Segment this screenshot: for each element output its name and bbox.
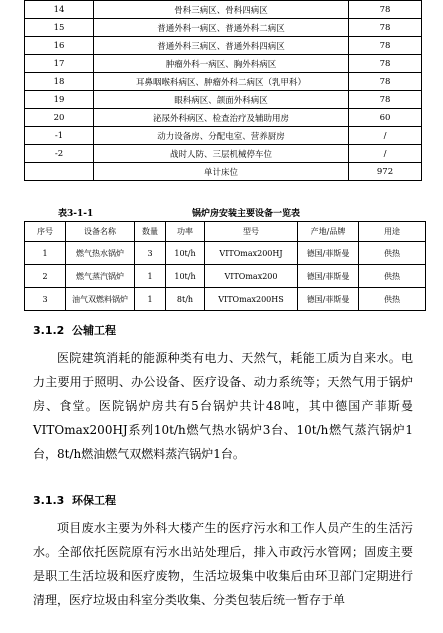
table-number: 表3-1-1 <box>58 209 94 219</box>
table-row <box>25 37 422 55</box>
table-row <box>25 242 426 265</box>
ward-bed-table <box>24 0 422 181</box>
bed-count-cell: / <box>349 127 422 145</box>
table-cell: 德国/菲斯曼 <box>298 265 359 288</box>
table-cell: 供热 <box>359 288 426 311</box>
section-number: 3.1.3 <box>33 494 65 507</box>
ward-name-cell: 肿瘤外科一病区、胸外科病区 <box>94 55 349 73</box>
section-heading-3-1-2 <box>33 322 116 338</box>
table-cell: 1 <box>135 265 166 288</box>
table-cell: 油气双燃料锅炉 <box>66 288 135 311</box>
bed-count-cell: 78 <box>349 55 422 73</box>
ward-name-cell: 普通外科一病区、普通外科二病区 <box>94 19 349 37</box>
section-title: 环保工程 <box>72 494 116 507</box>
header-cell: 产地/品牌 <box>298 222 359 242</box>
bed-count-cell: 78 <box>349 91 422 109</box>
table-row <box>25 91 422 109</box>
ward-name-cell: 动力设备房、分配电室、营养厨房 <box>94 127 349 145</box>
row-number-cell: -1 <box>25 127 94 145</box>
row-number-cell: 15 <box>25 19 94 37</box>
table-cell: 德国/菲斯曼 <box>298 288 359 311</box>
table-cell: 供热 <box>359 265 426 288</box>
bed-count-cell: / <box>349 145 422 163</box>
header-cell: 型号 <box>205 222 298 242</box>
table-cell: VITOmax200HJ <box>205 242 298 265</box>
section-heading-3-1-3 <box>33 492 116 508</box>
table-row <box>25 145 422 163</box>
table-cell: 燃气热水锅炉 <box>66 242 135 265</box>
section-paragraph-3-1-2: 医院建筑消耗的能源种类有电力、天然气，耗能工质为自来水。电力主要用于照明、办公设备、医疗设备、动力系统等；天然气用于锅炉房、食堂。医院锅炉房共有5台锅炉共计48吨，其中德国产菲斯曼VITOmax200HJ系列10t/h燃气热水锅炉3台、10t/h燃气蒸汽锅炉1台，8t/h燃油燃气双燃料蒸汽锅炉1台。 <box>33 351 413 461</box>
ward-name-cell: 普通外科三病区、普通外科四病区 <box>94 37 349 55</box>
total-label-cell: 单计床位 <box>94 163 349 181</box>
section-title: 公辅工程 <box>72 324 116 337</box>
table-cell: 10t/h <box>166 242 205 265</box>
bed-count-cell: 78 <box>349 19 422 37</box>
table-header-row <box>25 222 426 242</box>
table-cell: 8t/h <box>166 288 205 311</box>
table-cell: VITOmax200 <box>205 265 298 288</box>
header-cell: 序号 <box>25 222 66 242</box>
table-cell: 供热 <box>359 242 426 265</box>
header-cell: 用途 <box>359 222 426 242</box>
table-cell: 3 <box>135 242 166 265</box>
table-title: 锅炉房安装主要设备一览表 <box>192 209 301 219</box>
table-cell: 3 <box>25 288 66 311</box>
table-row <box>25 19 422 37</box>
header-cell: 功率 <box>166 222 205 242</box>
header-cell: 设备名称 <box>66 222 135 242</box>
table-cell: VITOmax200HS <box>205 288 298 311</box>
section-number: 3.1.2 <box>33 324 65 337</box>
table-row <box>25 265 426 288</box>
empty-cell <box>25 163 94 181</box>
table-row <box>25 127 422 145</box>
row-number-cell: 20 <box>25 109 94 127</box>
header-cell: 数量 <box>135 222 166 242</box>
table-row <box>25 1 422 19</box>
table-cell: 德国/菲斯曼 <box>298 242 359 265</box>
ward-name-cell: 耳鼻咽喉科病区、肿瘤外科二病区（乳甲科） <box>94 73 349 91</box>
ward-name-cell: 泌尿外科病区、检查治疗及辅助用房 <box>94 109 349 127</box>
ward-name-cell: 战时人防、三层机械停车位 <box>94 145 349 163</box>
table-cell: 2 <box>25 265 66 288</box>
row-number-cell: 18 <box>25 73 94 91</box>
table-cell: 1 <box>135 288 166 311</box>
table-row <box>25 55 422 73</box>
table-cell: 1 <box>25 242 66 265</box>
bed-count-cell: 78 <box>349 73 422 91</box>
table-row <box>25 73 422 91</box>
bed-count-cell: 60 <box>349 109 422 127</box>
table-total-row <box>25 163 422 181</box>
section-paragraph-3-1-3: 项目废水主要为外科大楼产生的医疗污水和工作人员产生的生活污水。全部依托医院原有污水出站处理后，排入市政污水管网；固废主要是职工生活垃圾和医疗废物，生活垃圾集中收集后由环卫部门定期进行清理，医疗垃圾由科室分类收集、分类包装后统一暂存于单 <box>33 521 413 607</box>
row-number-cell: 16 <box>25 37 94 55</box>
bed-count-cell: 78 <box>349 37 422 55</box>
table-cell: 燃气蒸汽锅炉 <box>66 265 135 288</box>
row-number-cell: 14 <box>25 1 94 19</box>
ward-name-cell: 骨科三病区、骨科四病区 <box>94 1 349 19</box>
total-value-cell: 972 <box>349 163 422 181</box>
row-number-cell: 19 <box>25 91 94 109</box>
table-row <box>25 288 426 311</box>
bed-count-cell: 78 <box>349 1 422 19</box>
row-number-cell: 17 <box>25 55 94 73</box>
boiler-equipment-table <box>24 221 426 311</box>
row-number-cell: -2 <box>25 145 94 163</box>
ward-name-cell: 眼科病区、颌面外科病区 <box>94 91 349 109</box>
table-cell: 10t/h <box>166 265 205 288</box>
table-row <box>25 109 422 127</box>
